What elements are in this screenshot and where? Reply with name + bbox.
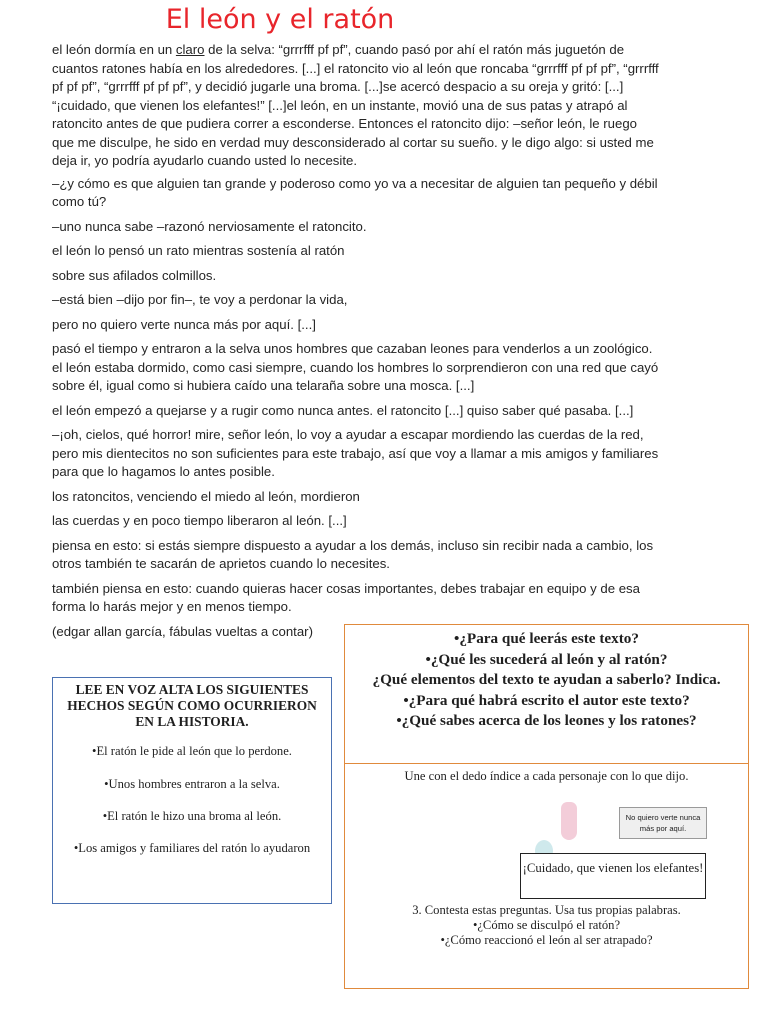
story-source: (edgar allan garcía, fábulas vueltas a contar) bbox=[52, 623, 313, 639]
fact-item: •Los amigos y familiares del ratón lo ayudaron bbox=[73, 841, 311, 855]
read-aloud-box bbox=[52, 677, 332, 904]
story-paragraph: –¡oh, cielos, qué horror! mire, señor león, lo voy a ayudar a escapar mordiendo las cuerdas de la red, pero mis dientecitos no son suficientes para este trabajo, así que voy a llamar a mis amigos y familiares para que lo hagamos lo antes posible. bbox=[52, 427, 659, 479]
fact-item: •El ratón le pide al león que lo perdone. bbox=[92, 744, 292, 758]
speech-card-mouse[interactable]: ¡Cuidado, que vienen los elefantes! bbox=[520, 853, 706, 899]
speech-card-lion[interactable]: No quiero verte nunca más por aquí. bbox=[619, 807, 707, 839]
character-image-partial bbox=[561, 802, 577, 840]
fact-item: •El ratón le hizo una broma al león. bbox=[102, 809, 282, 823]
activity-questions bbox=[345, 903, 748, 948]
activity-instruction: Une con el dedo índice a cada personaje con lo que dijo. bbox=[404, 769, 689, 783]
underlined-word: claro bbox=[175, 42, 205, 57]
story-paragraph: el león empezó a quejarse y a rugir como nunca antes. el ratoncito [...] quiso saber qué pasaba. [...] bbox=[52, 402, 634, 418]
story-paragraph: pasó el tiempo y entraron a la selva unos hombres que cazaban leones para venderlos a un zoológico. el león estaba dormido, como casi siempre, cuando los hombres lo sorprendieron con una red que cayó sobre él, igual como si hubiera caído una telaraña sobre una mosca. [...] bbox=[52, 341, 659, 393]
story-paragraph: –uno nunca sabe –razonó nerviosamente el ratoncito. bbox=[52, 218, 367, 234]
story-text-run: el león dormía en un bbox=[52, 42, 176, 57]
fact-item: •Unos hombres entraron a la selva. bbox=[104, 777, 280, 791]
story-paragraph: el león lo pensó un rato mientras sostenía al ratón bbox=[52, 243, 345, 258]
question-item: •¿Para qué habrá escrito el autor este texto? bbox=[403, 691, 690, 709]
question-item: •¿Qué les sucederá al león y al ratón? bbox=[425, 650, 668, 668]
story-paragraph: –está bien –dijo por fin–, te voy a perdonar la vida, bbox=[52, 292, 348, 307]
story-paragraph: los ratoncitos, venciendo el miedo al león, mordieron bbox=[52, 488, 360, 504]
page-title: El león y el ratón bbox=[165, 4, 395, 35]
story-paragraph: sobre sus afilados colmillos. bbox=[52, 267, 217, 283]
question-item: •¿Qué sabes acerca de los leones y los ratones? bbox=[396, 712, 697, 730]
story-paragraph bbox=[52, 41, 662, 171]
activity-box bbox=[344, 763, 749, 989]
question-item: •¿Cómo se disculpó el ratón? bbox=[472, 918, 621, 932]
story-paragraph: pero no quiero verte nunca más por aquí. [...] bbox=[52, 316, 316, 332]
questions-heading: 3. Contesta estas preguntas. Usa tus propias palabras. bbox=[412, 903, 681, 917]
question-item: ¿Qué elementos del texto te ayudan a saberlo? Indica. bbox=[372, 671, 721, 689]
prereading-questions-box bbox=[344, 624, 749, 764]
story-paragraph: las cuerdas y en poco tiempo liberaron al león. [...] bbox=[52, 513, 347, 528]
read-aloud-heading: LEE EN VOZ ALTA LOS SIGUIENTES HECHOS SEGÚN COMO OCURRIERON EN LA HISTORIA. bbox=[67, 682, 317, 729]
story-paragraph: –¿y cómo es que alguien tan grande y poderoso como yo va a necesitar de alguien tan pequeño y débil como tú? bbox=[52, 175, 658, 209]
story-text-run: de la selva: “grrrfff pf pf”, cuando pasó por ahí el ratón más juguetón de cuantos ratones había en los alrededores. [...] el ratoncito vio al león que roncaba “grrrfff pf pf pf”, “grrrfff pf pf pf”, “grrrfff pf pf pf”, y decidió jugarle una broma. [...]se acercó despacio a su oreja y gritó: [...] “¡cuidado, que vienen los elefantes!” [...]el león, en un instante, movió una de sus patas y atrapó al ratoncito antes de que pudiera correr a esconderse. Entonces el ratoncito dijo: –señor león, le ruego que me disculpe, he sido en verdad muy desconsiderado al cortar su sueño. y le digo algo: si usted me deja ir, yo podría ayudarlo cuando usted lo necesite. bbox=[52, 42, 659, 168]
story-text bbox=[52, 41, 662, 647]
question-item: •¿Cómo reaccionó el león al ser atrapado? bbox=[440, 933, 653, 947]
question-item: •¿Para qué leerás este texto? bbox=[454, 630, 639, 647]
story-paragraph: piensa en esto: si estás siempre dispuesto a ayudar a los demás, incluso sin recibir nada a cambio, los otros también te sacarán de aprietos cuando lo necesites. bbox=[52, 537, 654, 571]
story-paragraph: también piensa en esto: cuando quieras hacer cosas importantes, debes trabajar en equipo y de esa forma lo harás mejor y en menos tiempo. bbox=[52, 580, 640, 614]
